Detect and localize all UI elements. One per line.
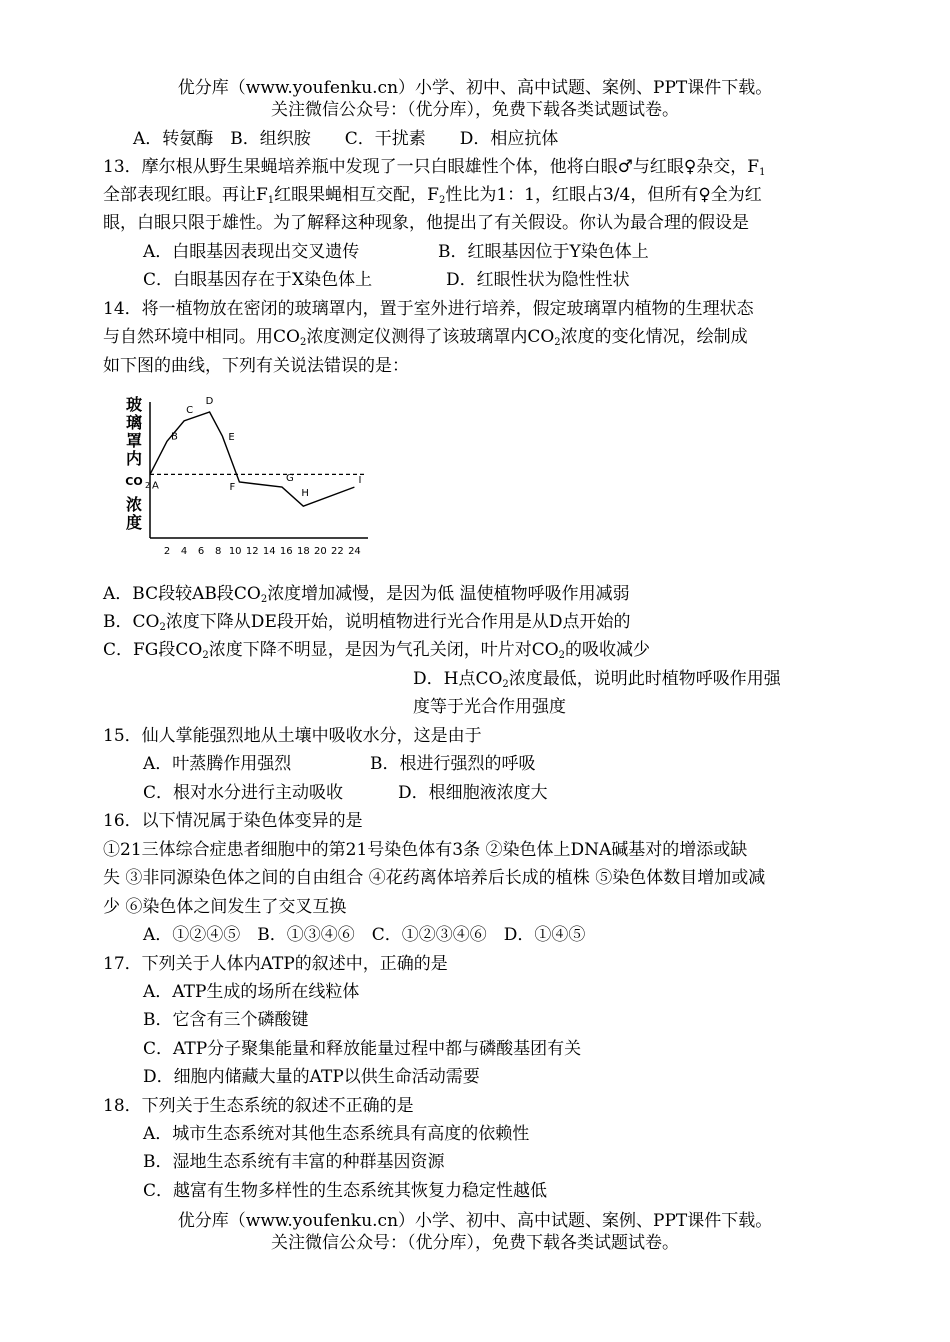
q14-option-b: B．$CO_2$浓度下降从DE段开始，说明植物进行光合作用是从D点开始的	[103, 612, 631, 633]
q16-stem: 16．以下情况属于染色体变异的是	[103, 811, 363, 831]
q13-stem-line-1: 13．摩尔根从野生果蝇培养瓶中发现了一只白眼雄性个体，他将白眼♂与红眼♀杂交，$F_1$	[103, 157, 766, 178]
x-tick-2: 2	[163, 546, 171, 557]
q15-option-b: B．根进行强烈的呼吸	[370, 754, 536, 774]
point-label-D: D	[205, 396, 214, 407]
q15-option-d: D．根细胞液浓度大	[398, 783, 548, 803]
q15-stem: 15．仙人掌能强烈地从土壤中吸收水分，这是由于	[103, 726, 482, 746]
y-label-subscript: 2	[145, 481, 151, 490]
point-label-C: C	[186, 404, 194, 416]
y-label-char-6: 度	[125, 513, 143, 532]
y-label-char-3: 内	[125, 449, 143, 468]
y-label-char-0: 玻	[125, 395, 143, 414]
y-axis-label	[125, 395, 150, 532]
point-label-F: F	[229, 482, 236, 493]
x-tick-16: 16	[279, 546, 293, 557]
q17-stem: 17．下列关于人体内ATP的叙述中，正确的是	[103, 954, 448, 974]
x-tick-24: 24	[348, 546, 361, 557]
q18-option-c: C．越富有生物多样性的生态系统其恢复力稳定性越低	[143, 1181, 548, 1201]
q16-options: A．①②④⑤ B．①③④⑥ C．①②③④⑥ D．①④⑤	[143, 925, 586, 945]
q14-option-a: A．BC段较AB段$CO_2$浓度增加减慢，是因为低 温使植物呼吸作用减弱	[103, 584, 630, 605]
q17-option-b: B．它含有三个磷酸键	[143, 1010, 309, 1030]
point-label-I: I	[358, 475, 362, 487]
q12-options: A．转氨酶 B．组织胺 C．干扰素 D．相应抗体	[133, 129, 559, 149]
q13-stem-line-3: 眼，白眼只限于雄性。为了解释这种现象，他提出了有关假设。你认为最合理的假设是	[103, 213, 749, 233]
y-label-char-4: CO	[125, 475, 143, 488]
q14-stem-line-2: 与自然环境中相同。用$CO_2$浓度测定仪测得了该玻璃罩内$CO_2$浓度的变化情况，绘制成	[103, 327, 748, 348]
q13-option-a: A．白眼基因表现出交叉遗传	[143, 242, 360, 262]
q15-option-c: C．根对水分进行主动吸收	[143, 783, 344, 803]
q18-option-b: B．湿地生态系统有丰富的种群基因资源	[143, 1152, 445, 1172]
x-tick-12: 12	[245, 546, 259, 557]
q17-option-a: A．ATP生成的场所在线粒体	[143, 982, 360, 1002]
x-tick-4: 4	[180, 546, 188, 557]
co2-curve	[150, 412, 354, 506]
y-label-char-2: 罩	[125, 431, 143, 450]
q14-option-d: D．H点$CO_2$浓度最低，说明此时植物呼吸作用强	[413, 669, 781, 690]
x-tick-10: 10	[228, 546, 242, 557]
q16-line-3: 少 ⑥染色体之间发生了交叉互换	[103, 897, 347, 917]
q16-line-1: ①21三体综合症患者细胞中的第21号染色体有3条 ②染色体上DNA碱基对的增添或缺	[103, 840, 748, 860]
q14-option-c: C．FG段$CO_2$浓度下降不明显，是因为气孔关闭，叶片对$CO_2$的吸收减少	[103, 640, 651, 661]
co2-concentration-chart	[118, 390, 388, 562]
q18-option-a: A．城市生态系统对其他生态系统具有高度的依赖性	[143, 1124, 530, 1144]
y-label-char-5: 浓	[125, 495, 143, 514]
x-tick-20: 20	[314, 546, 327, 557]
x-tick-18: 18	[296, 546, 310, 557]
q13-option-b: B．红眼基因位于Y染色体上	[438, 242, 649, 262]
point-label-E: E	[228, 432, 235, 444]
q14-stem-line-3: 如下图的曲线，下列有关说法错误的是：	[103, 356, 409, 376]
q13-option-c: C．白眼基因存在于X染色体上	[143, 270, 373, 290]
x-tick-22: 22	[331, 546, 344, 557]
point-label-A: A	[152, 480, 159, 492]
point-label-H: H	[301, 488, 309, 500]
x-tick-8: 8	[214, 546, 222, 557]
q13-option-d: D．红眼性状为隐性性状	[446, 270, 630, 290]
footer-line-2: 关注微信公众号：（优分库），免费下载各类试题试卷。	[271, 1233, 679, 1253]
q18-stem: 18．下列关于生态系统的叙述不正确的是	[103, 1096, 414, 1116]
footer-line-1: 优分库（www.youfenku.cn）小学、初中、高中试题、案例、PPT课件下载。	[177, 1211, 773, 1231]
header-line-2: 关注微信公众号：（优分库），免费下载各类试题试卷。	[271, 100, 679, 120]
x-tick-14: 14	[262, 546, 276, 557]
q17-option-d: D．细胞内储藏大量的ATP以供生命活动需要	[143, 1067, 480, 1087]
q14-stem-line-1: 14．将一植物放在密闭的玻璃罩内，置于室外进行培养，假定玻璃罩内植物的生理状态	[103, 299, 754, 319]
x-tick-6: 6	[197, 546, 205, 557]
q16-line-2: 失 ③非同源染色体之间的自由组合 ④花药离体培养后长成的植株 ⑤染色体数目增加或减	[103, 868, 766, 888]
q14-option-d-cont: 度等于光合作用强度	[413, 697, 566, 717]
q17-option-c: C．ATP分子聚集能量和释放能量过程中都与磷酸基团有关	[143, 1039, 582, 1059]
q15-option-a: A．叶蒸腾作用强烈	[143, 754, 292, 774]
q13-stem-line-2: 全部表现红眼。再让$F_1$红眼果蝇相互交配，$F_2$性比为1：1，红眼占3/4，但所有♀全为红	[103, 185, 762, 206]
header-line-1: 优分库（www.youfenku.cn）小学、初中、高中试题、案例、PPT课件下载。	[177, 78, 773, 98]
point-label-B: B	[171, 431, 178, 443]
point-label-G: G	[286, 473, 294, 485]
x-tick-labels	[164, 546, 361, 557]
y-label-char-1: 璃	[125, 413, 143, 432]
